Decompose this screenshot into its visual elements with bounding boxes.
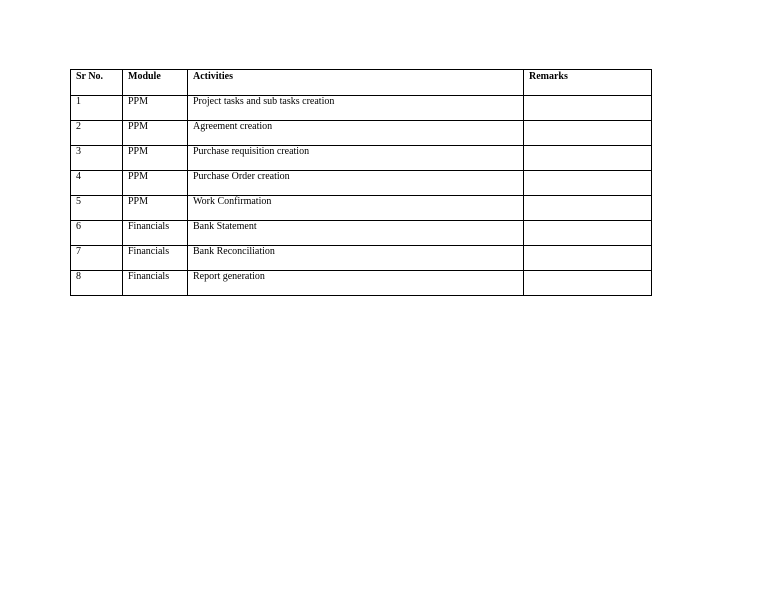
- table-header: [71, 70, 652, 96]
- table-row: [71, 271, 652, 296]
- header-module: Module: [123, 70, 188, 96]
- cell-module: PPM: [123, 121, 188, 146]
- table-row: [71, 121, 652, 146]
- cell-activity: Purchase Order creation: [188, 171, 524, 196]
- cell-remarks: [524, 221, 652, 246]
- table-row: [71, 96, 652, 121]
- table-row: [71, 196, 652, 221]
- header-activities: Activities: [188, 70, 524, 96]
- cell-sr-no: 1: [71, 96, 123, 121]
- table-row: [71, 246, 652, 271]
- cell-remarks: [524, 196, 652, 221]
- table-row: [71, 146, 652, 171]
- cell-module: Financials: [123, 221, 188, 246]
- cell-remarks: [524, 246, 652, 271]
- cell-remarks: [524, 271, 652, 296]
- cell-remarks: [524, 171, 652, 196]
- table-row: [71, 221, 652, 246]
- cell-remarks: [524, 96, 652, 121]
- cell-sr-no: 6: [71, 221, 123, 246]
- cell-remarks: [524, 146, 652, 171]
- cell-activity: Purchase requisition creation: [188, 146, 524, 171]
- table-body: [71, 96, 652, 296]
- header-row: [71, 70, 652, 96]
- cell-sr-no: 3: [71, 146, 123, 171]
- cell-module: PPM: [123, 146, 188, 171]
- cell-activity: Bank Reconciliation: [188, 246, 524, 271]
- cell-module: Financials: [123, 246, 188, 271]
- cell-module: PPM: [123, 171, 188, 196]
- cell-module: PPM: [123, 196, 188, 221]
- table-row: [71, 171, 652, 196]
- header-sr-no: Sr No.: [71, 70, 123, 96]
- cell-sr-no: 7: [71, 246, 123, 271]
- cell-sr-no: 2: [71, 121, 123, 146]
- cell-activity: Report generation: [188, 271, 524, 296]
- cell-sr-no: 8: [71, 271, 123, 296]
- cell-activity: Agreement creation: [188, 121, 524, 146]
- cell-activity: Bank Statement: [188, 221, 524, 246]
- cell-sr-no: 4: [71, 171, 123, 196]
- activities-table: [70, 69, 652, 296]
- cell-sr-no: 5: [71, 196, 123, 221]
- cell-module: Financials: [123, 271, 188, 296]
- cell-remarks: [524, 121, 652, 146]
- cell-activity: Work Confirmation: [188, 196, 524, 221]
- header-remarks: Remarks: [524, 70, 652, 96]
- cell-activity: Project tasks and sub tasks creation: [188, 96, 524, 121]
- cell-module: PPM: [123, 96, 188, 121]
